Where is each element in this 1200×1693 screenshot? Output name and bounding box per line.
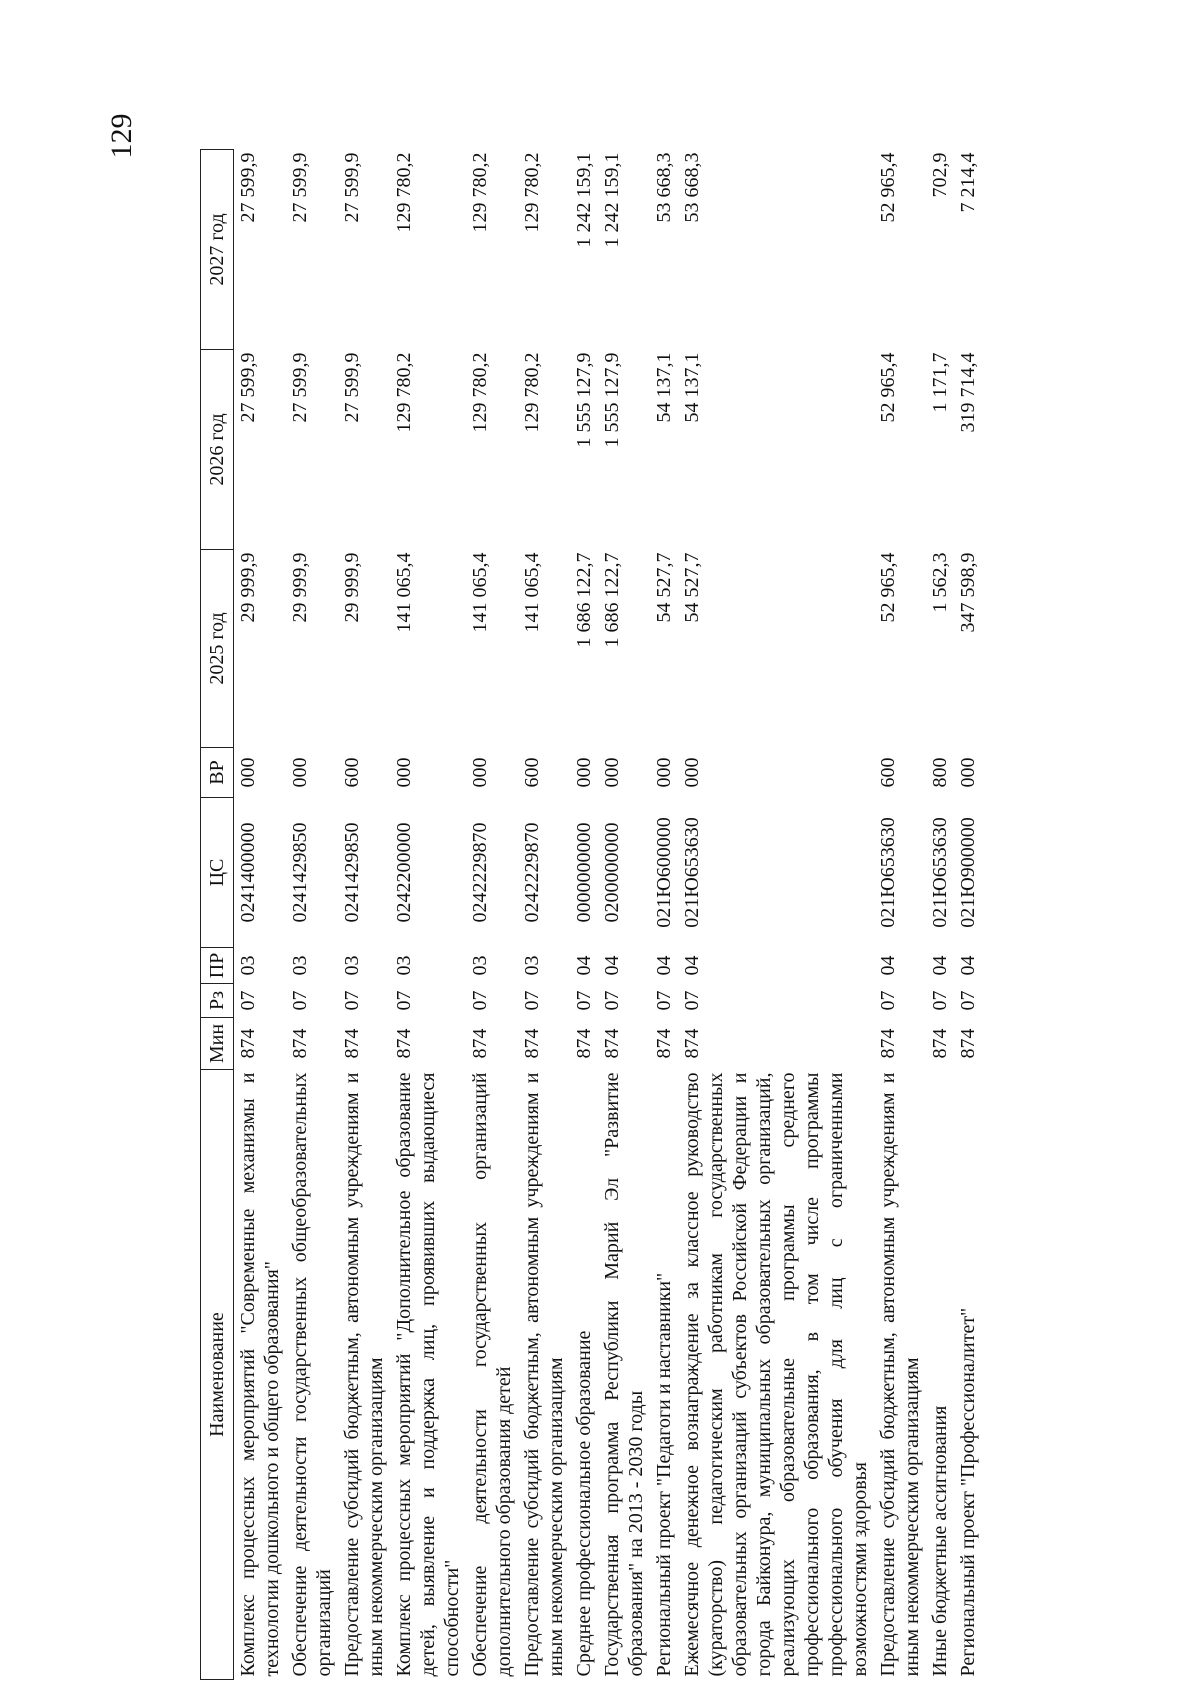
table-row <box>954 150 982 1680</box>
cell-2025: 347 598,9 <box>957 552 979 633</box>
cell-pr: 04 <box>929 955 951 976</box>
cell-rz: 07 <box>289 990 311 1011</box>
cell-name: Предоставление субсидий бюджетным, автономным учреждениям и иным некоммерческим организациям <box>341 1072 387 1677</box>
cell-cs: 021Ю600000 <box>653 817 675 928</box>
cell-2027: 7 214,4 <box>957 152 979 213</box>
table-header-row <box>201 150 234 1680</box>
cell-cs: 021Ю653630 <box>681 817 703 928</box>
cell-cs: 021Ю653630 <box>877 817 899 928</box>
table-row <box>570 150 598 1680</box>
cell-rz: 07 <box>929 990 951 1011</box>
cell-name: Иные бюджетные ассигнования <box>929 1405 951 1677</box>
table-row <box>518 150 570 1680</box>
cell-rz: 07 <box>653 990 675 1011</box>
table-row <box>234 150 287 1680</box>
cell-2026: 319 714,4 <box>957 352 979 433</box>
cell-pr: 03 <box>469 955 491 976</box>
cell-rz: 07 <box>521 990 543 1011</box>
table-body <box>234 150 983 1680</box>
cell-pr: 03 <box>289 955 311 976</box>
cell-cs: 0242229870 <box>469 822 491 923</box>
header-2026: 2026 год <box>201 350 234 550</box>
cell-min: 874 <box>601 1028 623 1059</box>
table-row <box>926 150 954 1680</box>
cell-cs: 0000000000 <box>573 822 595 923</box>
table-row <box>286 150 338 1680</box>
cell-name: Комплекс процессных мероприятий "Дополнительное образование детей, выявление и поддержка лиц, проявивших выдающиеся способности" <box>393 1072 463 1677</box>
cell-name: Региональный проект "Педагоги и наставники" <box>653 1272 675 1677</box>
header-cs: ЦС <box>201 798 234 948</box>
cell-2025: 52 965,4 <box>877 552 899 623</box>
cell-name: Среднее профессиональное образование <box>573 1330 595 1677</box>
cell-cs: 0241429850 <box>341 822 363 923</box>
cell-2027: 1 242 159,1 <box>601 152 623 248</box>
cell-rz: 07 <box>469 990 491 1011</box>
table-row <box>338 150 390 1680</box>
cell-pr: 03 <box>237 955 259 976</box>
cell-2027: 27 599,9 <box>289 152 311 223</box>
cell-min: 874 <box>393 1028 415 1059</box>
cell-min: 874 <box>289 1028 311 1059</box>
cell-2025: 54 527,7 <box>653 552 675 623</box>
cell-2026: 129 780,2 <box>521 352 543 433</box>
cell-pr: 03 <box>341 955 363 976</box>
cell-pr: 04 <box>957 955 979 976</box>
cell-min: 874 <box>877 1028 899 1059</box>
cell-name: Предоставление субсидий бюджетным, автономным учреждениям и иным некоммерческим организациям <box>521 1072 567 1677</box>
cell-vr: 600 <box>341 757 363 788</box>
table-row <box>874 150 926 1680</box>
cell-rz: 07 <box>681 990 703 1011</box>
rotated-table-wrapper <box>200 150 1010 1680</box>
cell-2025: 141 065,4 <box>469 552 491 633</box>
cell-rz: 07 <box>573 990 595 1011</box>
cell-min: 874 <box>957 1028 979 1059</box>
cell-name: Обеспечение деятельности государственных организаций дополнительного образования детей <box>469 1072 515 1677</box>
cell-2027: 702,9 <box>929 152 951 198</box>
cell-vr: 600 <box>521 757 543 788</box>
cell-2027: 52 965,4 <box>877 152 899 223</box>
header-vr: ВР <box>201 748 234 798</box>
cell-2025: 1 686 122,7 <box>573 552 595 648</box>
cell-2026: 27 599,9 <box>237 352 259 423</box>
cell-2025: 29 999,9 <box>237 552 259 623</box>
cell-min: 874 <box>237 1028 259 1059</box>
cell-pr: 04 <box>573 955 595 976</box>
cell-2026: 52 965,4 <box>877 352 899 423</box>
cell-vr: 000 <box>469 757 491 788</box>
table-row <box>650 150 678 1680</box>
cell-2025: 141 065,4 <box>393 552 415 633</box>
cell-2026: 54 137,1 <box>653 352 675 423</box>
table-row <box>466 150 518 1680</box>
header-name: Наименование <box>201 1070 234 1680</box>
cell-cs: 0241400000 <box>237 822 259 923</box>
cell-2025: 29 999,9 <box>289 552 311 623</box>
cell-vr: 000 <box>681 757 703 788</box>
cell-min: 874 <box>521 1028 543 1059</box>
cell-2025: 29 999,9 <box>341 552 363 623</box>
header-rz: Рз <box>201 984 234 1018</box>
cell-name: Региональный проект "Профессионалитет" <box>957 1307 979 1677</box>
cell-2026: 27 599,9 <box>289 352 311 423</box>
cell-min: 874 <box>341 1028 363 1059</box>
cell-2027: 53 668,3 <box>653 152 675 223</box>
cell-pr: 03 <box>393 955 415 976</box>
cell-pr: 04 <box>681 955 703 976</box>
table-row <box>598 150 650 1680</box>
budget-table <box>200 149 982 1680</box>
cell-pr: 04 <box>653 955 675 976</box>
cell-name: Ежемесячное денежное вознаграждение за классное руководство (кураторство) педагогическим работникам государственных образовательных организаций субъектов Российской Федерации и города Байконура, муниципальных образовательных организаций, реализующих образовательные программы среднего профессионального образования, в том числе программы профессионального обучения для лиц с ограниченными возможностями здоровья <box>681 1072 871 1677</box>
cell-cs: 0200000000 <box>601 822 623 923</box>
cell-name: Обеспечение деятельности государственных общеобразовательных организаций <box>289 1072 335 1677</box>
cell-vr: 000 <box>653 757 675 788</box>
cell-rz: 07 <box>877 990 899 1011</box>
cell-2027: 129 780,2 <box>521 152 543 233</box>
cell-cs: 0242200000 <box>393 822 415 923</box>
cell-rz: 07 <box>237 990 259 1011</box>
cell-min: 874 <box>573 1028 595 1059</box>
header-2025: 2025 год <box>201 550 234 748</box>
cell-pr: 04 <box>877 955 899 976</box>
cell-cs: 0242229870 <box>521 822 543 923</box>
cell-min: 874 <box>653 1028 675 1059</box>
cell-2027: 53 668,3 <box>681 152 703 223</box>
cell-2026: 54 137,1 <box>681 352 703 423</box>
cell-cs: 0241429850 <box>289 822 311 923</box>
cell-name: Государственная программа Республики Марий Эл "Развитие образования" на 2013 - 2030 годы <box>601 1072 647 1677</box>
table-row <box>390 150 466 1680</box>
cell-vr: 000 <box>289 757 311 788</box>
cell-vr: 000 <box>957 757 979 788</box>
cell-vr: 000 <box>393 757 415 788</box>
cell-2027: 129 780,2 <box>469 152 491 233</box>
cell-rz: 07 <box>393 990 415 1011</box>
cell-vr: 000 <box>237 757 259 788</box>
page-number: 129 <box>105 113 138 159</box>
cell-2026: 27 599,9 <box>341 352 363 423</box>
cell-2025: 141 065,4 <box>521 552 543 633</box>
cell-name: Предоставление субсидий бюджетным, автономным учреждениям и иным некоммерческим организациям <box>877 1072 923 1677</box>
cell-cs: 021Ю653630 <box>929 817 951 928</box>
cell-rz: 07 <box>341 990 363 1011</box>
cell-2026: 1 555 127,9 <box>601 352 623 448</box>
header-2027: 2027 год <box>201 150 234 350</box>
cell-2026: 129 780,2 <box>469 352 491 433</box>
cell-2026: 1 555 127,9 <box>573 352 595 448</box>
cell-vr: 600 <box>877 757 899 788</box>
header-min: Мин <box>201 1018 234 1070</box>
cell-name: Комплекс процессных мероприятий "Современные механизмы и технологии дошкольного и общего образования" <box>237 1072 283 1677</box>
cell-2027: 27 599,9 <box>341 152 363 223</box>
cell-2026: 1 171,7 <box>929 352 951 413</box>
cell-vr: 000 <box>573 757 595 788</box>
cell-2027: 1 242 159,1 <box>573 152 595 248</box>
table-row <box>678 150 874 1680</box>
cell-2027: 129 780,2 <box>393 152 415 233</box>
cell-rz: 07 <box>957 990 979 1011</box>
cell-vr: 800 <box>929 757 951 788</box>
header-pr: ПР <box>201 948 234 984</box>
cell-min: 874 <box>929 1028 951 1059</box>
cell-2025: 1 686 122,7 <box>601 552 623 648</box>
cell-2027: 27 599,9 <box>237 152 259 223</box>
cell-2025: 54 527,7 <box>681 552 703 623</box>
cell-min: 874 <box>469 1028 491 1059</box>
cell-min: 874 <box>681 1028 703 1059</box>
cell-2026: 129 780,2 <box>393 352 415 433</box>
cell-cs: 021Ю900000 <box>957 817 979 928</box>
cell-2025: 1 562,3 <box>929 552 951 613</box>
cell-pr: 04 <box>601 955 623 976</box>
cell-vr: 000 <box>601 757 623 788</box>
cell-rz: 07 <box>601 990 623 1011</box>
cell-pr: 03 <box>521 955 543 976</box>
